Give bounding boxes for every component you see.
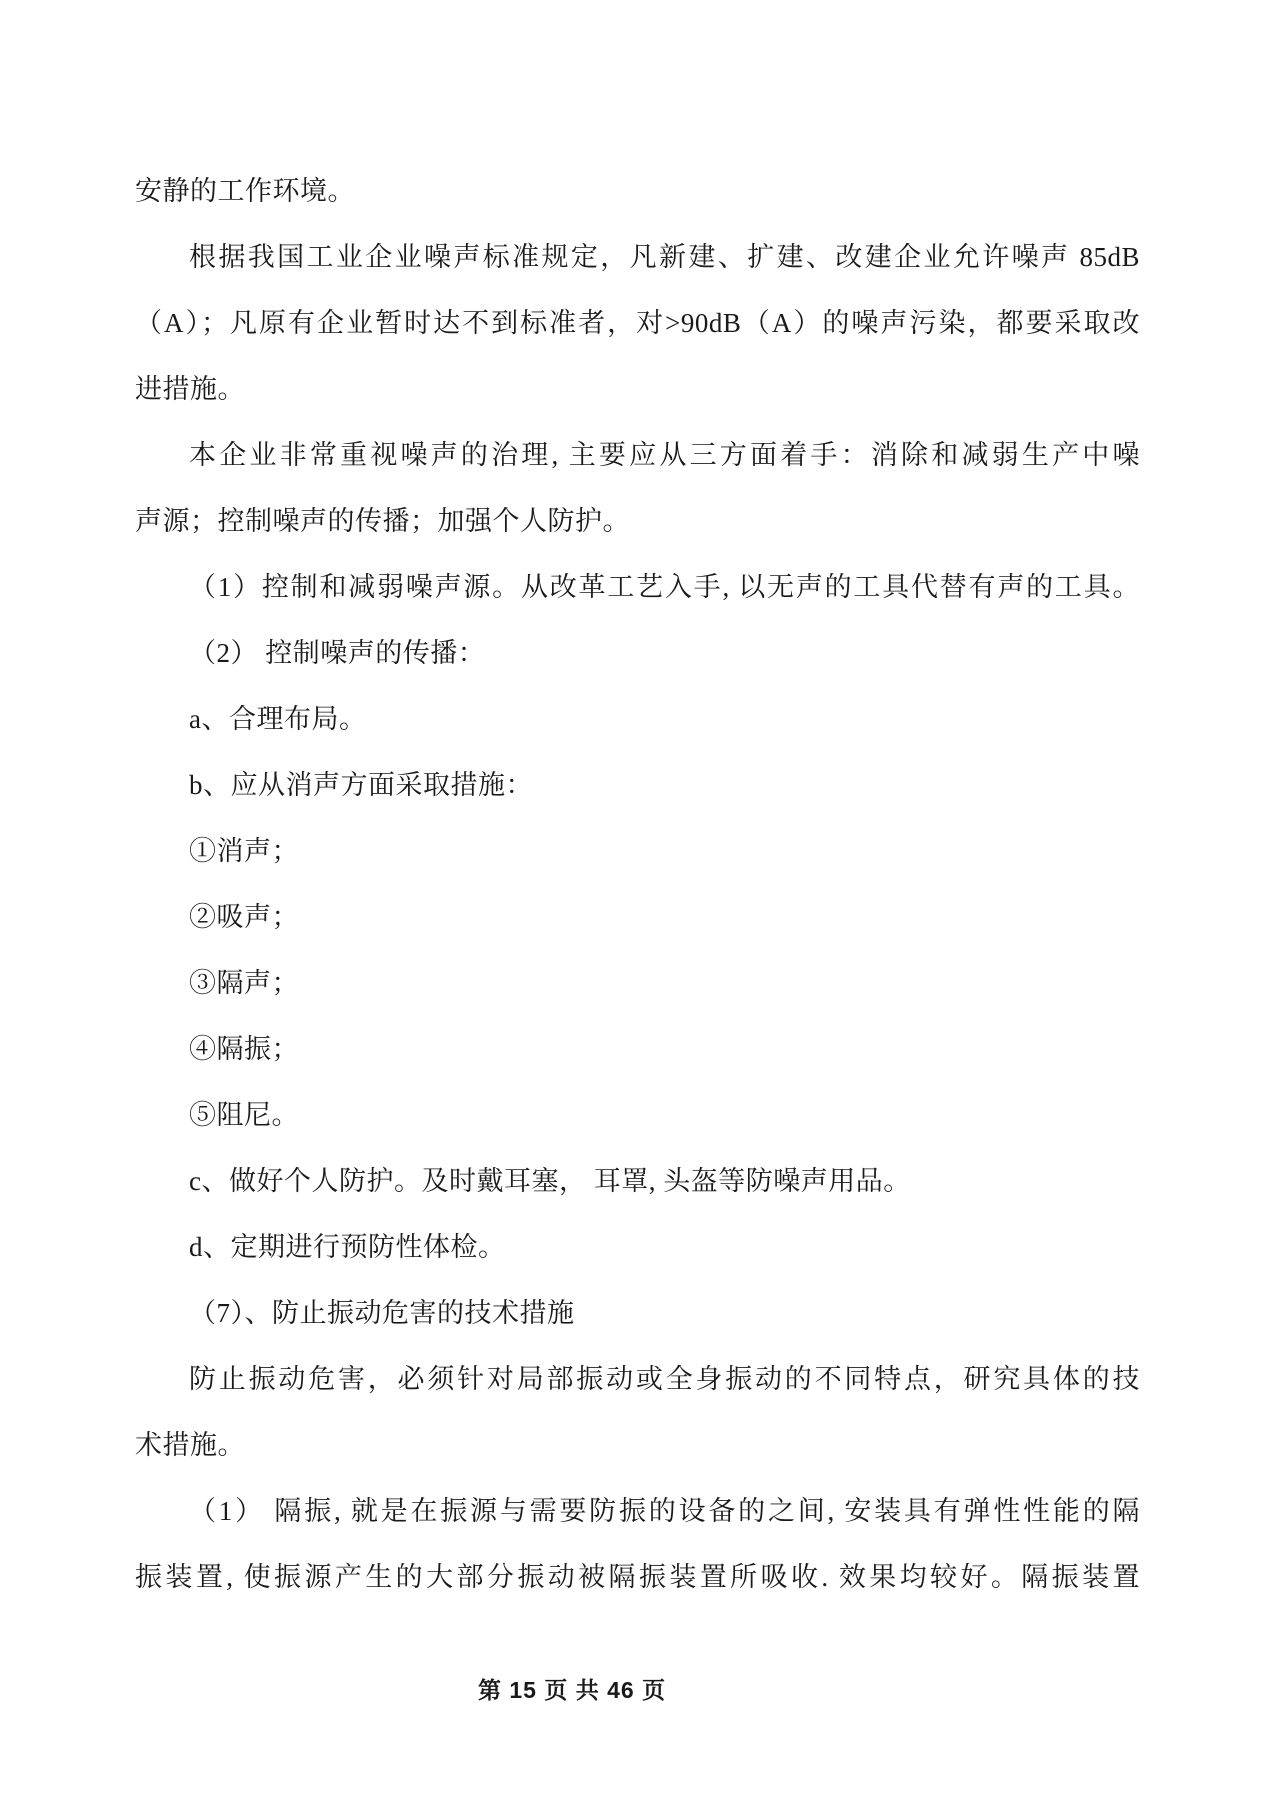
page-footer <box>478 1672 666 1708</box>
text-line: b、应从消声方面采取措施： <box>189 770 533 800</box>
text-line: ①消声； <box>189 836 299 866</box>
text-line: （2） 控制噪声的传播： <box>189 638 486 668</box>
text-line: a、合理布局。 <box>189 704 367 734</box>
text-line: ③隔声； <box>189 968 299 998</box>
text-line: （7）、防止振动危害的技术措施 <box>189 1298 575 1328</box>
text-line: ⑤阻尼。 <box>189 1100 299 1130</box>
text-line: 术措施。 <box>135 1430 245 1460</box>
text-line: 本企业非常重视噪声的治理, 主要应从三方面着手：消除和减弱生产中噪 <box>189 440 1140 470</box>
text-line: （A）；凡原有企业暂时达不到标准者，对>90dB（A）的噪声污染，都要采取改 <box>135 308 1140 338</box>
text-line: 防止振动危害，必须针对局部振动或全身振动的不同特点，研究具体的技 <box>189 1364 1140 1394</box>
text-line: ④隔振； <box>189 1034 299 1064</box>
text-line: （1）控制和减弱噪声源。从改革工艺入手, 以无声的工具代替有声的工具。 <box>189 572 1140 602</box>
text-line: 振装置, 使振源产生的大部分振动被隔振装置所吸收. 效果均较好。隔振装置 <box>135 1562 1140 1592</box>
text-line: 安静的工作环境。 <box>135 176 355 206</box>
document-body <box>135 158 1140 1610</box>
text-line: 声源；控制噪声的传播；加强个人防护。 <box>135 506 630 536</box>
page-number-label: 第 15 页 共 46 页 <box>478 1677 667 1703</box>
text-line: 根据我国工业企业噪声标准规定，凡新建、扩建、改建企业允许噪声 85dB <box>189 242 1140 272</box>
text-line: ②吸声； <box>189 902 299 932</box>
text-line: d、定期进行预防性体检。 <box>189 1232 506 1262</box>
text-line: （1） 隔振, 就是在振源与需要防振的设备的之间, 安装具有弹性性能的隔 <box>189 1496 1140 1526</box>
text-line: c、做好个人防护。及时戴耳塞， 耳罩, 头盔等防噪声用品。 <box>189 1166 911 1196</box>
text-line: 进措施。 <box>135 374 245 404</box>
